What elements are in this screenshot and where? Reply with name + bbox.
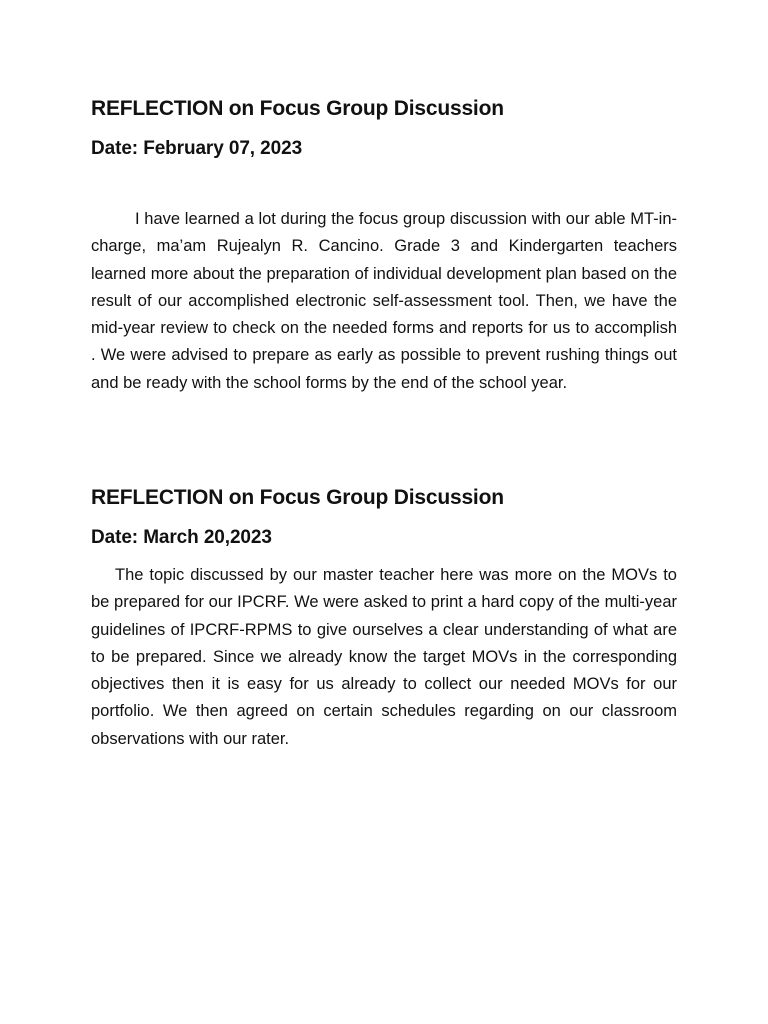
section-title: REFLECTION on Focus Group Discussion	[91, 486, 504, 509]
section-date: Date: March 20,2023	[91, 527, 272, 548]
section-title: REFLECTION on Focus Group Discussion	[91, 97, 504, 120]
section-body: I have learned a lot during the focus group discussion with our able MT-in-charge, ma’am Rujealyn R. Cancino. Grade 3 and Kindergarten teachers learned more about the preparation of individual development plan based on the result of our accomplished electronic self-assessment tool. Then, we have the mid-year review to check on the needed forms and reports for us to accomplish . We were advised to prepare as early as possible to prevent rushing things out and be ready with the school forms by the end of the school year.	[91, 210, 677, 392]
section-body: The topic discussed by our master teacher here was more on the MOVs to be prepared for our IPCRF. We were asked to print a hard copy of the multi-year guidelines of IPCRF-RPMS to give ourselves a clear understanding of what are to be prepared. Since we already know the target MOVs in the corresponding objectives then it is easy for us already to collect our needed MOVs for our portfolio. We then agreed on certain schedules regarding on our classroom observations with our rater.	[91, 566, 677, 748]
reflection-section-march	[91, 482, 677, 753]
section-date: Date: February 07, 2023	[91, 138, 303, 159]
reflection-section-february	[91, 93, 677, 397]
